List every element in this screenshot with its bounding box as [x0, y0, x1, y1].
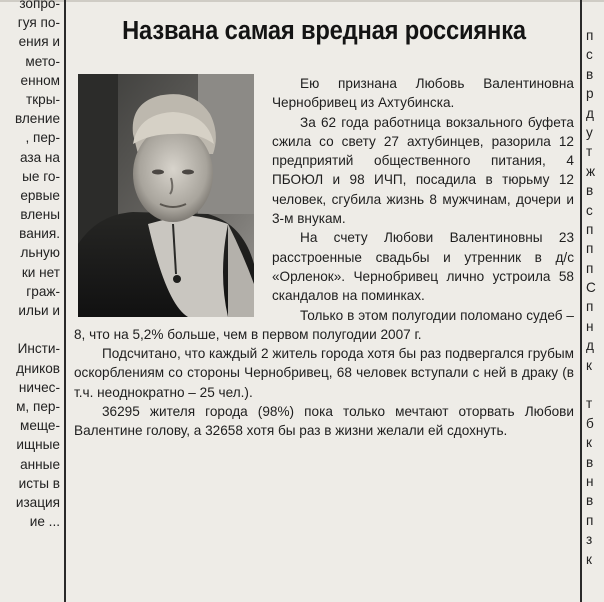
left-column-line: ткры-	[25, 91, 60, 107]
left-column-line: вление	[14, 111, 60, 127]
right-column-line: с	[586, 47, 593, 63]
right-column-line: в	[586, 66, 594, 82]
article-paragraph: Только в этом полугодии поломано судеб – 8, что на 5,2% больше, чем в первом полугодии 2007 г.	[74, 307, 574, 342]
right-column-line: б	[586, 415, 594, 431]
right-column-line: т	[586, 396, 593, 412]
left-column-line: меще-	[19, 418, 60, 434]
left-column-line	[0, 320, 60, 339]
right-column-line: п	[586, 221, 594, 237]
right-column-line: п	[586, 299, 594, 315]
left-column-line: Инсти-	[17, 341, 60, 357]
left-column-line: ервые	[20, 187, 60, 203]
right-column-line: т	[586, 144, 593, 160]
left-column-line: ки нет	[21, 264, 60, 280]
right-column-line: н	[586, 318, 594, 334]
article	[74, 14, 574, 441]
right-column-line: п	[586, 241, 594, 257]
right-column-line: С	[586, 280, 596, 296]
left-column-line: исты в	[18, 475, 60, 491]
right-column-line: в	[586, 183, 594, 199]
left-adjacent-column	[0, 0, 60, 531]
left-column-line: ения и	[18, 34, 60, 50]
right-column-rule	[580, 0, 582, 602]
left-column-line: изация	[15, 494, 60, 510]
right-column-line: н	[586, 473, 594, 489]
left-column-line: ничес-	[18, 379, 60, 395]
article-paragraph: 36295 жителя города (98%) пока только мечтают оторвать Любови Валентине голову, а 32658 хотя бы раз в жизни желали ей сдохнуть.	[74, 404, 574, 439]
portrait-photo	[78, 74, 254, 317]
left-column-line: ые го-	[22, 168, 60, 184]
right-column-line: д	[586, 105, 594, 121]
left-column-line: аза на	[19, 149, 60, 165]
top-cut-edge	[0, 0, 604, 2]
right-column-line: п	[586, 512, 594, 528]
right-column-line: с	[586, 202, 593, 218]
article-paragraph: Подсчитано, что каждый 2 житель города хотя бы раз подвергался грубым оскорблениям со стороны Чернобривец, 68 человек вступали с ней в драку (в т.ч. неоднократно – 25 чел.).	[74, 346, 574, 400]
left-column-line: влены	[20, 207, 60, 223]
left-column-line: вания.	[19, 226, 60, 242]
right-column-line	[586, 375, 604, 394]
right-column-line: к	[586, 435, 592, 451]
right-column-line: к	[586, 357, 592, 373]
left-column-line: , пер-	[25, 130, 60, 146]
article-paragraph: За 62 года работница вокзального буфета сжила со свету 27 ахтубинцев, разорила 12 предприятий общественного питания, 4 ПБОЮЛ и 98 ИЧП, посадила в тюрьму 12 человек, сгубила жизнь 8 мужчинам, дочери и 3-м внукам.	[272, 114, 574, 227]
right-column-line: п	[586, 28, 594, 43]
right-column-line: ж	[586, 163, 596, 179]
right-column-line: п	[586, 260, 594, 276]
article-paragraph: Ею признана Любовь Валентиновна Чернобривец из Ахтубинска.	[272, 76, 574, 111]
left-column-line: м, пер-	[16, 398, 60, 414]
left-column-line: ищные	[16, 437, 60, 453]
right-column-line: р	[586, 86, 594, 102]
right-column-line: к	[586, 551, 592, 567]
article-headline: Названа самая вредная россиянка	[122, 17, 526, 45]
article-paragraph: На счету Любови Валентиновны 23 расстроенные свадьбы и утренник в д/с «Орленок». Чернобривец лично устроила 58 скандалов на поминках.	[272, 230, 574, 304]
left-column-line: граж-	[26, 283, 60, 299]
left-column-line: гуя по-	[17, 15, 60, 31]
left-column-line: мето-	[25, 53, 60, 69]
left-column-rule	[64, 0, 66, 602]
right-column-line: у	[586, 124, 593, 140]
right-adjacent-column	[586, 26, 604, 569]
left-column-line: ие ...	[29, 514, 60, 530]
right-column-line: д	[586, 338, 594, 354]
left-column-line: дников	[16, 360, 60, 376]
right-column-line: з	[586, 532, 593, 548]
left-column-line: зопро-	[19, 0, 60, 11]
left-column-line: льную	[20, 245, 60, 261]
right-column-line: в	[586, 454, 594, 470]
right-column-line: в	[586, 493, 594, 509]
left-column-line: ильи и	[18, 303, 60, 318]
portrait-photo-illustration	[78, 74, 254, 317]
left-column-line: анные	[20, 456, 60, 472]
left-column-line: енном	[20, 72, 60, 88]
